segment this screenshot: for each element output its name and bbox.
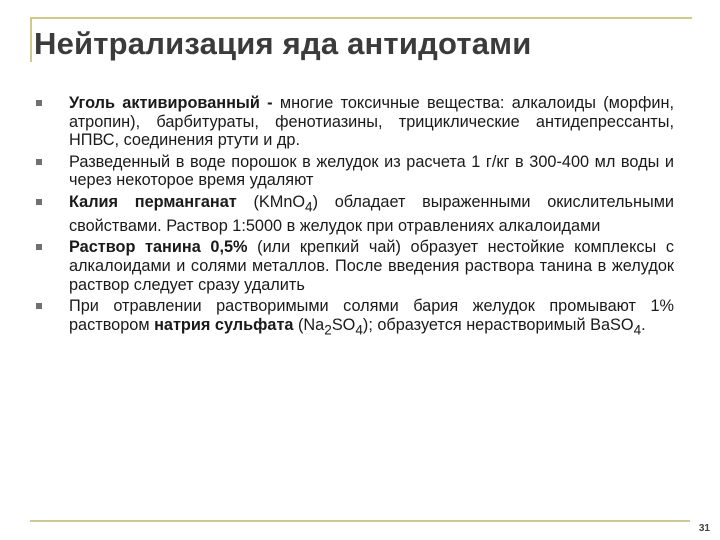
bullet-square-icon [36,159,42,165]
title-rule [30,17,692,19]
item-text: . [641,315,646,334]
bullet-list [34,94,674,343]
subscript: 2 [324,322,332,338]
bullet-square-icon [36,199,42,205]
item-text: (KMnO [236,192,306,211]
bullet-square-icon [36,303,42,309]
bullet-square-icon [36,100,42,106]
item-text: (Na [293,315,325,334]
item-text: (или крепкий чай) образует нестойкие комплексы с алкалоидами и солями металлов. После введения раствора танина в желудок раствор следует сразу удалить [69,238,674,294]
item-bold-term: Уголь активированный - [69,94,273,112]
bullet-square-icon [36,244,42,250]
page-number: 31 [698,523,710,534]
subscript: 4 [305,199,313,215]
subscript: 4 [633,322,642,338]
item-bold-term: натрия сульфата [154,315,294,334]
list-item [34,297,674,339]
title-corner-line [30,18,32,62]
item-text: ) обладает выраженными окислительными свойствами. Раствор 1:5000 в желудок при отравлениях алкалоидами [69,192,674,235]
footer-rule [30,520,690,522]
item-text: многие токсичные вещества: алкалоиды (морфин, атропин), барбитураты, фенотиазины, трициклические антидепрессанты, НПВС, соединения ртути и др. [69,94,674,150]
item-text: SO [331,315,356,334]
list-item [34,153,674,190]
item-text: Разведенный в воде порошок в желудок из расчета 1 г/кг в 300-400 мл воды и через некоторое время удаляют [69,152,674,190]
list-item [34,193,674,235]
item-bold-term: Раствор танина 0,5% [69,238,248,257]
item-text: При отравлении растворимыми солями бария желудок промывают 1% раствором [69,297,674,334]
subscript: 4 [355,322,363,338]
item-text: ); образуется нерастворимый BaSO [362,315,634,334]
list-item [34,94,674,150]
slide-title: Нейтрализация яда антидотами [34,26,532,61]
item-bold-term: Калия перманганат [69,192,237,211]
list-item [34,238,674,294]
